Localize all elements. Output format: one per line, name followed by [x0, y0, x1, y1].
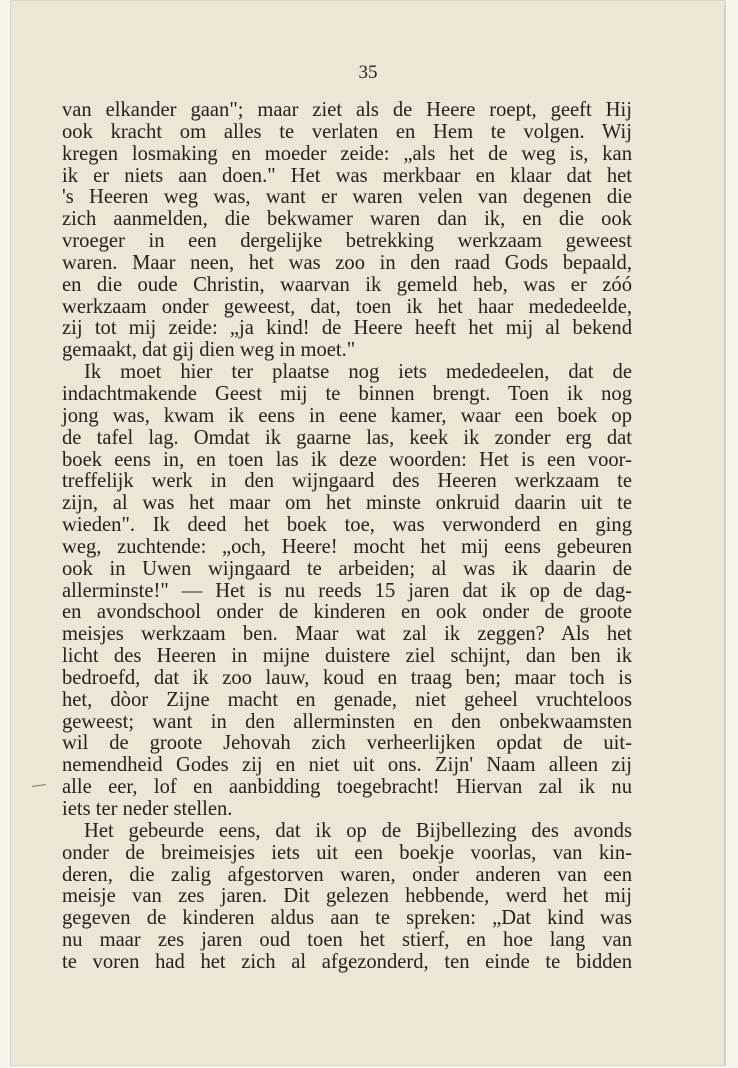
text-line: ook kracht om alles te verlaten en Hem te volgen. Wij [62, 120, 632, 143]
text-line: van elkander gaan"; maar ziet als de Heere roept, geeft Hij [62, 99, 632, 121]
text-line: deren, die zalig afgestorven waren, onder anderen van een [62, 863, 632, 886]
text-line: ik er niets aan doen." Het was merkbaar en klaar dat het [62, 164, 632, 187]
text-line: boek eens in, en toen las ik deze woorden: Het is een voor- [62, 448, 632, 471]
text-line: zijn, al was het maar om het minste onkruid daarin uit te [62, 492, 632, 515]
text-line: wil de groote Jehovah zich verheerlijken opdat de uit- [62, 732, 632, 755]
text-line: meisje van zes jaren. Dit gelezen hebbende, werd het mij [62, 885, 632, 908]
text-line: waren. Maar neen, het was zoo in den raad Gods bepaald, [62, 251, 632, 274]
text-line: treffelijk werk in den wijngaard des Heeren werkzaam te [62, 470, 632, 493]
text-line: bedroefd, dat ik zoo lauw, koud en traag ben; maar toch is [62, 666, 632, 689]
text-line: het, dòor Zijne macht en genade, niet geheel vruchteloos [62, 688, 632, 711]
text-line: de tafel lag. Omdat ik gaarne las, keek ik zonder erg dat [62, 426, 632, 449]
text-line: geweest; want in den allerminsten en den onbekwaamsten [62, 710, 632, 733]
text-line: nemendheid Godes zij en niet uit ons. Zijn' Naam alleen zij [62, 754, 632, 777]
book-page [10, 0, 726, 1066]
text-line: zij tot mij zeide: „ja kind! de Heere heeft het mij al bekend [62, 317, 632, 340]
text-line: indachtmakende Geest mij te binnen brengt. Toen ik nog [62, 382, 632, 405]
text-line: gegeven de kinderen aldus aan te spreken: „Dat kind was [62, 907, 632, 930]
text-line: jong was, kwam ik eens in eene kamer, waar een boek op [62, 404, 632, 427]
text-line: zich aanmelden, die bekwamer waren dan ik, en die ook [62, 208, 632, 231]
text-line: vroeger in een dergelijke betrekking werkzaam geweest [62, 230, 632, 253]
margin-pencil-mark [32, 784, 46, 787]
text-line: Ik moet hier ter plaatse nog iets mededeelen, dat de [84, 361, 632, 384]
text-line: allerminste!" — Het is nu reeds 15 jaren dat ik op de dag- [62, 579, 632, 602]
text-line: licht des Heeren in mijne duistere ziel schijnt, dan ben ik [62, 645, 632, 668]
text-line: onder de breimeisjes iets uit een boekje voorlas, van kin- [62, 841, 632, 864]
text-line: ook in Uwen wijngaard te arbeiden; al was ik daarin de [62, 557, 632, 580]
text-line: alle eer, lof en aanbidding toegebracht! Hiervan zal ik nu [62, 776, 632, 799]
text-line: weg, zuchtende: „och, Heere! mocht het mij eens gebeuren [62, 535, 632, 558]
text-line: iets ter neder stellen. [62, 798, 233, 820]
page-edge-line [724, 6, 725, 1066]
body-text [62, 100, 632, 974]
text-line: werkzaam onder geweest, dat, toen ik het haar mededeelde, [62, 295, 632, 318]
text-line: gemaakt, dat gij dien weg in moet." [62, 339, 356, 362]
text-line: te voren had het zich al afgezonderd, ten einde te bidden [62, 950, 632, 973]
text-line: 's Heeren weg was, want er waren velen van degenen die [62, 186, 632, 209]
text-line: en die oude Christin, waarvan ik gemeld heb, was er zóó [62, 273, 632, 296]
text-line: nu maar zes jaren oud toen het stierf, en hoe lang van [62, 929, 632, 952]
text-line: kregen losmaking en moeder zeide: „als het de weg is, kan [62, 142, 632, 165]
text-line: meisjes werkzaam ben. Maar wat zal ik zeggen? Als het [62, 623, 632, 646]
text-line: Het gebeurde eens, dat ik op de Bijbellezing des avonds [84, 819, 632, 842]
text-line: wieden". Ik deed het boek toe, was verwonderd en ging [62, 514, 632, 537]
page-number: 35 [358, 62, 378, 83]
text-line: en avondschool onder de kinderen en ook onder de groote [62, 601, 632, 624]
